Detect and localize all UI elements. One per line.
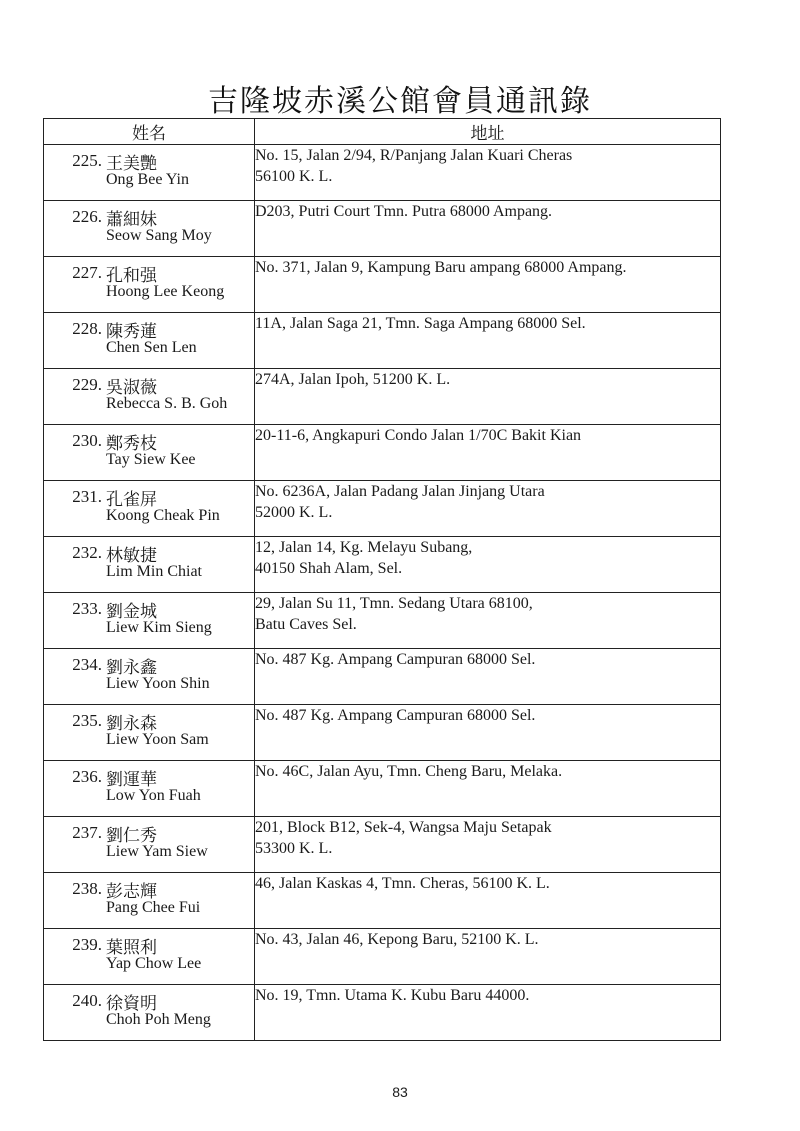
member-english-name: Liew Yoon Shin [106,675,210,692]
member-address-line: 201, Block B12, Sek-4, Wangsa Maju Setapak [255,819,552,836]
member-address-cell [255,425,721,481]
member-number: 229. [72,375,102,394]
member-chinese-name: 陳秀蓮 [106,322,157,342]
table-row [44,873,721,929]
member-address-line: No. 487 Kg. Ampang Campuran 68000 Sel. [255,651,536,668]
member-name-cell [44,425,255,481]
member-address-line: 46, Jalan Kaskas 4, Tmn. Cheras, 56100 K. L. [255,875,550,892]
member-address-line: 12, Jalan 14, Kg. Melayu Subang, [255,539,473,556]
member-english-name: Yap Chow Lee [106,955,202,972]
member-english-name: Koong Cheak Pin [106,507,220,524]
member-address-cell [255,313,721,369]
member-address-cell [255,145,721,201]
member-address-line: Batu Caves Sel. [255,616,357,633]
member-name-cell [44,481,255,537]
member-address-line: No. 46C, Jalan Ayu, Tmn. Cheng Baru, Melaka. [255,763,563,780]
member-name-cell [44,649,255,705]
member-address-line: 29, Jalan Su 11, Tmn. Sedang Utara 68100, [255,595,533,612]
member-address-line: No. 43, Jalan 46, Kepong Baru, 52100 K. L. [255,931,539,948]
member-name-cell [44,705,255,761]
member-english-name: Low Yon Fuah [106,787,201,804]
member-number: 236. [72,767,102,786]
member-directory-table [43,118,721,1041]
member-chinese-name: 彭志輝 [106,882,157,902]
member-rows [44,145,721,1041]
member-address-cell [255,201,721,257]
member-english-name: Seow Sang Moy [106,227,212,244]
member-number: 235. [72,711,102,730]
address-column-header: 地址 [255,119,721,145]
member-chinese-name: 徐資明 [106,994,157,1014]
member-address-cell [255,985,721,1041]
page-number: 83 [392,1084,408,1100]
member-english-name: Chen Sen Len [106,339,197,356]
member-number: 225. [72,151,102,170]
member-chinese-name: 劉金城 [106,602,157,622]
member-chinese-name: 鄭秀枝 [106,434,157,454]
member-address-line: No. 487 Kg. Ampang Campuran 68000 Sel. [255,707,536,724]
table-row [44,201,721,257]
member-address-cell [255,481,721,537]
member-address-cell [255,817,721,873]
table-row [44,145,721,201]
member-chinese-name: 蕭細妹 [106,210,157,230]
table-row [44,985,721,1041]
member-address-cell [255,929,721,985]
member-number: 226. [72,207,102,226]
member-number: 239. [72,935,102,954]
table-header-row [44,119,721,145]
member-number: 231. [72,487,102,506]
member-name-cell [44,201,255,257]
member-address-line: 20-11-6, Angkapuri Condo Jalan 1/70C Bakit Kian [255,427,582,444]
table-row [44,257,721,313]
member-english-name: Pang Chee Fui [106,899,201,916]
member-name-cell [44,817,255,873]
member-address-line: 274A, Jalan Ipoh, 51200 K. L. [255,371,451,388]
member-address-line: 11A, Jalan Saga 21, Tmn. Saga Ampang 68000 Sel. [255,315,586,332]
member-number: 238. [72,879,102,898]
member-address-cell [255,369,721,425]
member-address-line: No. 371, Jalan 9, Kampung Baru ampang 68000 Ampang. [255,259,627,276]
page-title: 吉隆坡赤溪公館會員通訊錄 [208,84,592,119]
member-name-cell [44,873,255,929]
table-row [44,425,721,481]
table-row [44,761,721,817]
member-chinese-name: 王美艷 [106,154,157,174]
member-name-cell [44,537,255,593]
member-chinese-name: 林敏捷 [106,546,157,566]
table-row [44,481,721,537]
member-name-cell [44,257,255,313]
member-number: 240. [72,991,102,1010]
member-address-cell [255,593,721,649]
member-chinese-name: 吳淑薇 [106,378,157,398]
member-english-name: Lim Min Chiat [106,563,202,580]
member-english-name: Choh Poh Meng [106,1011,211,1028]
member-chinese-name: 孔和强 [106,266,157,286]
member-chinese-name: 孔雀屏 [106,490,157,510]
table-row [44,649,721,705]
member-address-cell [255,761,721,817]
member-english-name: Liew Yam Siew [106,843,208,860]
member-number: 234. [72,655,102,674]
member-name-cell [44,313,255,369]
table-row [44,593,721,649]
table-row [44,705,721,761]
member-number: 232. [72,543,102,562]
table-row [44,817,721,873]
table-row [44,929,721,985]
table-row [44,537,721,593]
member-address-line: 56100 K. L. [255,168,333,185]
member-name-cell [44,593,255,649]
member-address-cell [255,537,721,593]
member-name-cell [44,985,255,1041]
member-address-line: D203, Putri Court Tmn. Putra 68000 Ampang. [255,203,553,220]
member-chinese-name: 劉永鑫 [106,658,157,678]
member-address-cell [255,873,721,929]
member-address-cell [255,649,721,705]
member-chinese-name: 劉仁秀 [106,826,157,846]
member-number: 230. [72,431,102,450]
member-english-name: Ong Bee Yin [106,171,189,188]
member-english-name: Liew Kim Sieng [106,619,212,636]
member-address-line: No. 19, Tmn. Utama K. Kubu Baru 44000. [255,987,530,1004]
member-english-name: Rebecca S. B. Goh [106,395,228,412]
member-english-name: Hoong Lee Keong [106,283,225,300]
member-address-line: No. 6236A, Jalan Padang Jalan Jinjang Utara [255,483,545,500]
member-number: 228. [72,319,102,338]
member-address-cell [255,705,721,761]
member-number: 227. [72,263,102,282]
table-row [44,313,721,369]
member-address-cell [255,257,721,313]
member-chinese-name: 劉運華 [106,770,157,790]
member-english-name: Tay Siew Kee [106,451,196,468]
member-name-cell [44,761,255,817]
name-column-header: 姓名 [44,119,255,145]
member-number: 233. [72,599,102,618]
member-name-cell [44,145,255,201]
member-chinese-name: 劉永森 [106,714,157,734]
member-address-line: 52000 K. L. [255,504,333,521]
member-number: 237. [72,823,102,842]
table-row [44,369,721,425]
member-address-line: No. 15, Jalan 2/94, R/Panjang Jalan Kuari Cheras [255,147,573,164]
member-address-line: 53300 K. L. [255,840,333,857]
member-name-cell [44,369,255,425]
member-name-cell [44,929,255,985]
member-english-name: Liew Yoon Sam [106,731,209,748]
member-address-line: 40150 Shah Alam, Sel. [255,560,403,577]
member-chinese-name: 葉照利 [106,938,157,958]
